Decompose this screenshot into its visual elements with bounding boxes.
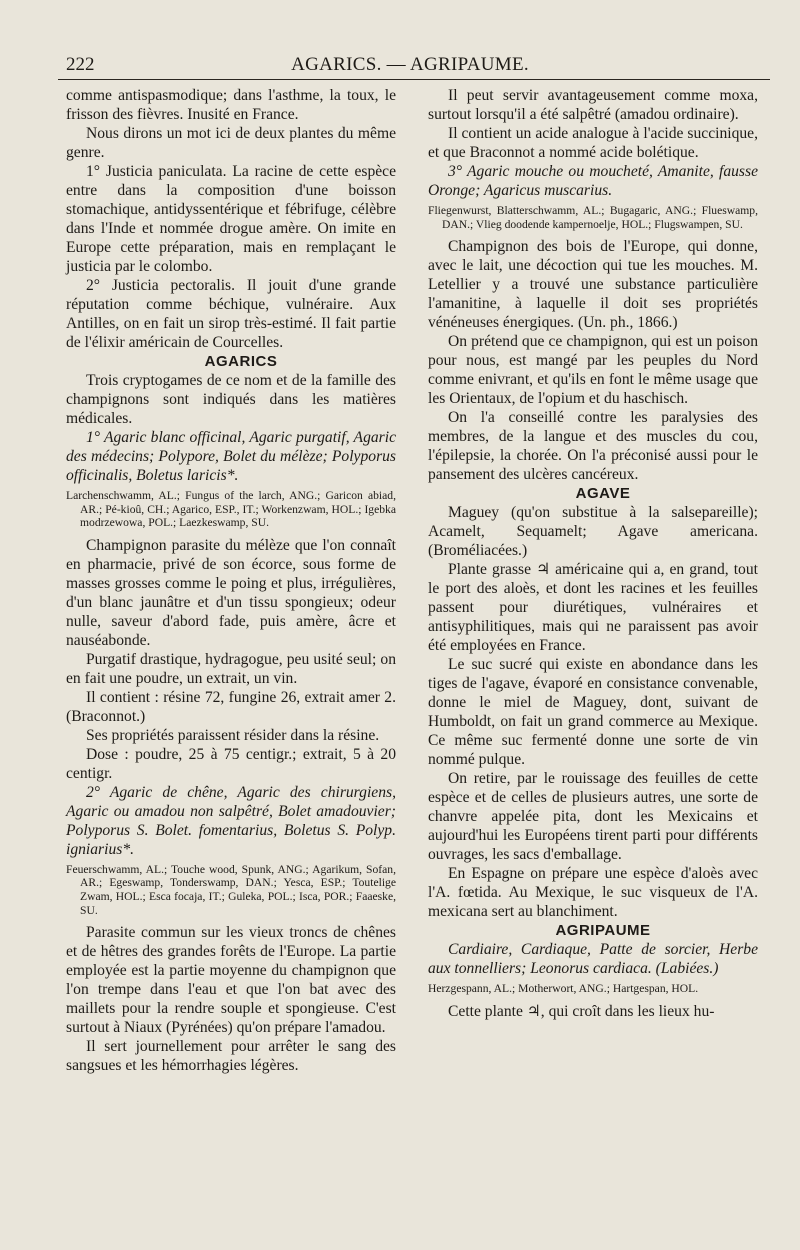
paragraph: On l'a conseillé contre les paralysies des membres, de la langue et des muscles du cou, l'épilepsie, la chorée. On l'a préconisé aussi pour le pansement des ulcères cancéreux. bbox=[428, 409, 758, 484]
paragraph: 1° Justicia paniculata. La racine de cette espèce entre dans la composition d'une boisson stomachique, antidyssentérique et fébrifuge, célèbre dans l'Inde et nommée drogue amère. On imite en Europe cette préparation, mais en remplaçant le justicia par le colombo. bbox=[66, 163, 396, 275]
page-number: 222 bbox=[66, 54, 95, 75]
paragraph: Cette plante ♃, qui croît dans les lieux hu- bbox=[448, 1002, 715, 1020]
paragraph: Maguey (qu'on substitue à la salsepareille); Acamelt, Sequamelt; Agave americana. (Broméliacées.) bbox=[428, 504, 758, 560]
paragraph: 3° Agaric mouche ou moucheté, Amanite, fausse Oronge; Agaricus muscarius. bbox=[428, 163, 758, 199]
paragraph: Dose : poudre, 25 à 75 centigr.; extrait, 5 à 20 centigr. bbox=[66, 745, 396, 782]
paragraph: Nous dirons un mot ici de deux plantes du même genre. bbox=[66, 125, 396, 161]
section-heading: AGRIPAUME bbox=[555, 922, 651, 940]
paragraph: Cardiaire, Cardiaque, Patte de sorcier, Herbe aux tonnelliers; Leonorus cardiaca. (Labiées.) bbox=[428, 941, 758, 978]
paragraph: Champignon des bois de l'Europe, qui donne, avec le lait, une décoction qui tue les mouches. M. Letellier y a trouvé une substance particulière l'amanitine, à laquelle il doit ses propriétés vénéneuses énergiques. (Un. ph., 1866.) bbox=[428, 238, 758, 332]
paragraph: Parasite commun sur les vieux troncs de chênes et de hêtres des grandes forêts de l'Europe. La partie employée est la partie moyenne du champignon que l'on trempe dans l'eau et que l'on bat avec des maillets pour la rendre souple et spongieuse. C'est surtout à Niaux (Pyrénées) qu'on prépare l'amadou. bbox=[66, 924, 396, 1037]
paragraph: Ses propriétés paraissent résider dans la résine. bbox=[86, 726, 380, 744]
synonyms-note: Feuerschwamm, AL.; Touche wood, Spunk, ANG.; Agarikum, Sofan, AR.; Egeswamp, Tonderswamp, DAN.; Yesca, ESP.; Toutelige Zwam, HOL.; Esca focaja, IT.; Guleka, POL.; Isca, POR.; Faaeske, SU. bbox=[66, 862, 396, 917]
synonyms-note: Larchenschwamm, AL.; Fungus of the larch, ANG.; Garicon abiad, AR.; Pé-kioû, CH.; Agarico, ESP., IT.; Workenzwam, HOL.; Igebka modrzewowa, POL.; Laezkeswamp, SU. bbox=[66, 489, 396, 530]
paragraph: Le suc sucré qui existe en abondance dans les tiges de l'agave, évaporé en consistance convenable, donne le miel de Maguey, dont, suivant de Humboldt, on fait un grand commerce au Mexique. Ce même suc fermenté donne une sorte de vin nommé pulque. bbox=[428, 656, 758, 769]
section-heading: AGAVE bbox=[575, 485, 631, 503]
left-column bbox=[66, 86, 396, 1075]
paragraph: Plante grasse ♃ américaine qui a, en grand, tout le port des aloès, et dont les racines et les feuilles passent pour diurétiques, vulnéraires et antisyphilitiques, mais qui ne paraissent pas avoir été employées en France. bbox=[428, 561, 758, 655]
paragraph: Il contient : résine 72, fungine 26, extrait amer 2. (Braconnot.) bbox=[66, 688, 396, 725]
paragraph: En Espagne on prépare une espèce d'aloès avec l'A. fœtida. Au Mexique, le suc visqueux de l'A. mexicana sert au blanchiment. bbox=[428, 865, 758, 921]
paragraph: Il sert journellement pour arrêter le sang des sangsues et les hémorrhagies légères. bbox=[66, 1038, 396, 1075]
paragraph: Il contient un acide analogue à l'acide succinique, et que Braconnot a nommé acide bolétique. bbox=[428, 125, 758, 161]
paragraph: Trois cryptogames de ce nom et de la famille des champignons sont indiqués dans les matières médicales. bbox=[66, 372, 396, 427]
paragraph: 1° Agaric blanc officinal, Agaric purgatif, Agaric des médecins; Polypore, Bolet du mélèze; Polyporus officinalis, Boletus laricis*. bbox=[66, 429, 396, 484]
paragraph: On retire, par le rouissage des feuilles de cette espèce et de celles de plusieurs autres, une sorte de chanvre appelée pita, dont les Mexicains et aujourd'hui les Européens tirent parti pour différents ouvrages, les sacs d'emballage. bbox=[428, 770, 758, 864]
paragraph: Il peut servir avantageusement comme moxa, surtout lorsqu'il a été salpêtré (amadou ordinaire). bbox=[428, 87, 758, 123]
paragraph: comme antispasmodique; dans l'asthme, la toux, le frisson des fièvres. Inusité en France. bbox=[66, 87, 396, 123]
running-head: AGARICS. — AGRIPAUME. bbox=[291, 54, 529, 75]
synonyms-note: Herzgespann, AL.; Motherwort, ANG.; Hartgespan, HOL. bbox=[428, 982, 699, 996]
synonyms-note: Fliegenwurst, Blatterschwamm, AL.; Bugagaric, ANG.; Flueswamp, DAN.; Vlieg doodende kampernoelje, HOL.; Flugswampen, SU. bbox=[428, 204, 758, 231]
paragraph: 2° Justicia pectoralis. Il jouit d'une grande réputation comme béchique, vulnéraire. Aux Antilles, on en fait un sirop très-estimé. Il fait partie de l'élixir américain de Courcelles. bbox=[66, 277, 396, 351]
paragraph: On prétend que ce champignon, qui est un poison pour nous, est mangé par les peuples du Nord comme enivrant, et qu'ils en font le même usage que les Orientaux, de l'opium et du haschisch. bbox=[428, 333, 758, 408]
paragraph: Purgatif drastique, hydragogue, peu usité seul; on en fait une poudre, un extrait, un vin. bbox=[66, 650, 396, 687]
header-rule bbox=[58, 79, 770, 80]
section-heading: AGARICS bbox=[204, 353, 278, 370]
right-column bbox=[428, 86, 758, 1021]
page-header bbox=[60, 50, 760, 80]
paragraph: 2° Agaric de chêne, Agaric des chirurgiens, Agaric ou amadou non salpêtré, Bolet amadouvier; Polyporus S. Bolet. fomentarius, Boletus S. Polyp. igniarius*. bbox=[66, 783, 396, 858]
paragraph: Champignon parasite du mélèze que l'on connaît en pharmacie, privé de son écorce, sous forme de masses grosses comme le poing et plus, irrégulières, d'un blanc jaunâtre et d'un tissu spongieux; odeur nulle, saveur d'abord fade, puis amère, âcre et nauséabonde. bbox=[66, 536, 396, 649]
